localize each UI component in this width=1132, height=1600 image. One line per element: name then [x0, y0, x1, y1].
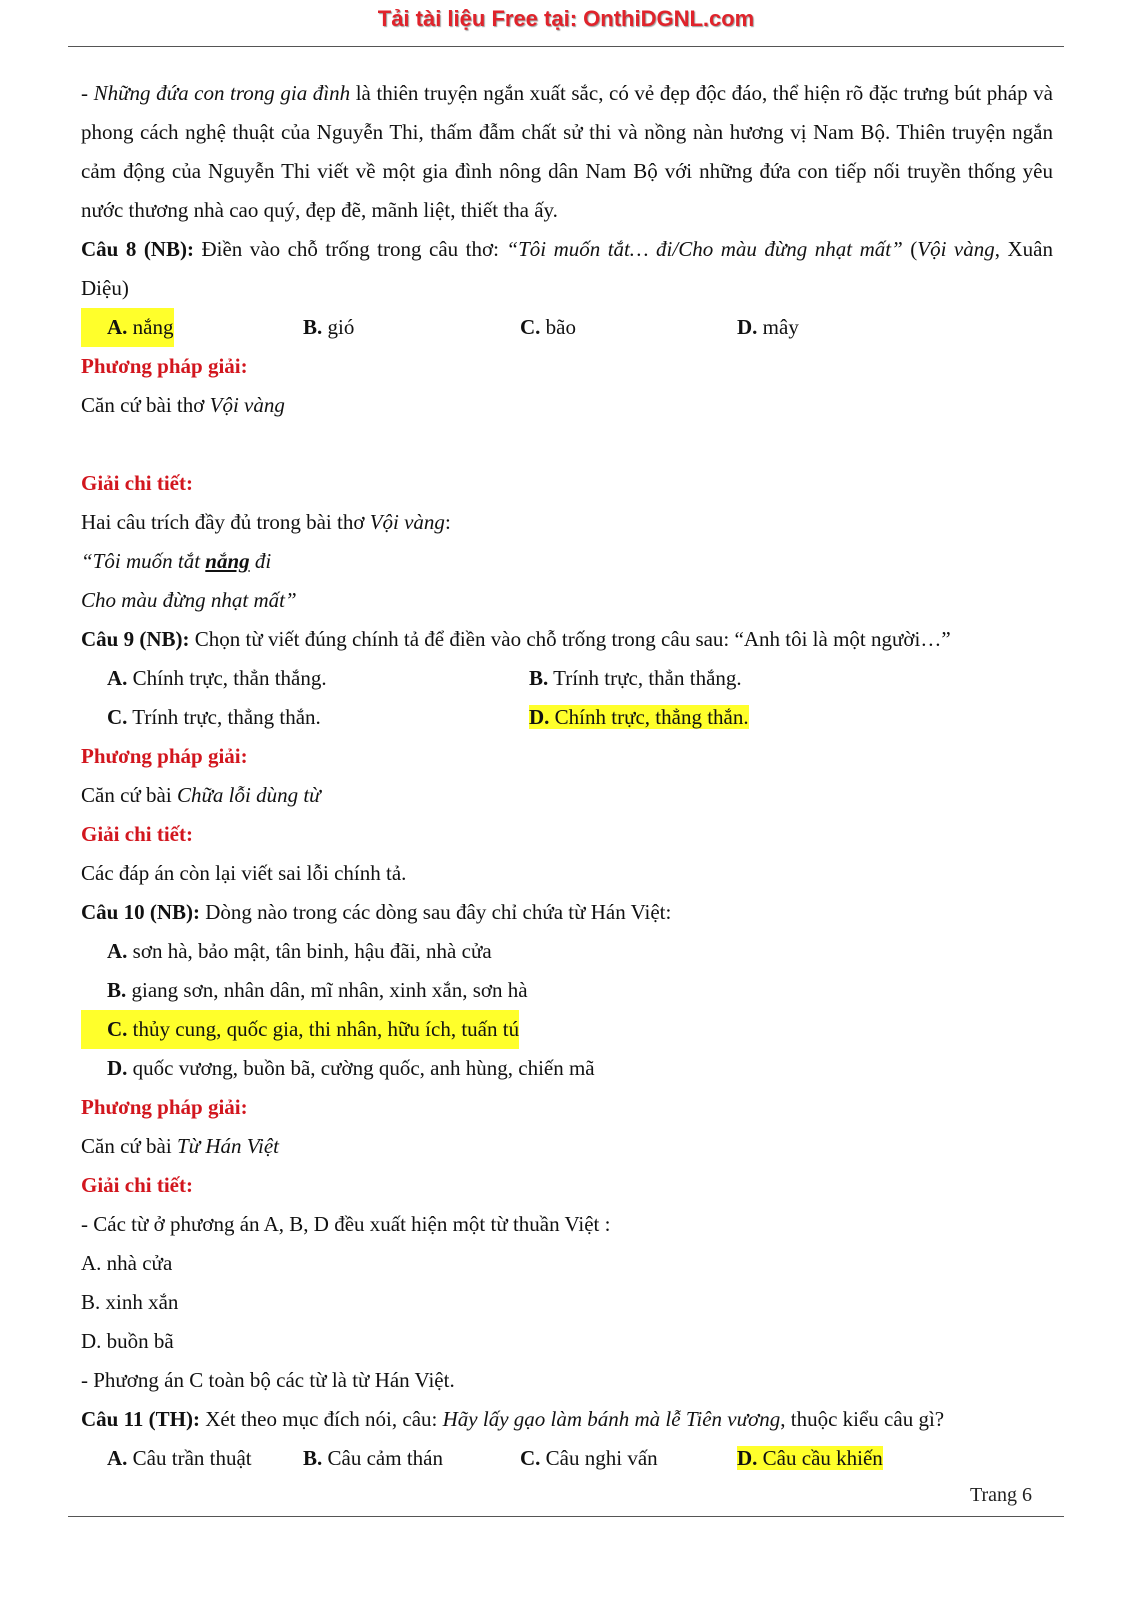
detail-line: A. nhà cửa [81, 1251, 173, 1275]
poem-line-1: “Tôi muốn tắt nắng đi [81, 549, 272, 573]
method-heading: Phương pháp giải: [81, 1095, 248, 1119]
question-8-options [81, 308, 1053, 347]
detail-heading: Giải chi tiết: [81, 1173, 193, 1197]
detail-line: D. buồn bã [81, 1329, 174, 1353]
option-c: C. thủy cung, quốc gia, thi nhân, hữu ích, tuấn tú [81, 1010, 1053, 1049]
question-8: Câu 8 (NB): Điền vào chỗ trống trong câu thơ: “Tôi muốn tắt… đi/Cho màu đừng nhạt mất” (Vội vàng, Xuân Diệu) [81, 237, 1053, 300]
detail-text: Các đáp án còn lại viết sai lỗi chính tả. [81, 861, 407, 885]
question-11: Câu 11 (TH): Xét theo mục đích nói, câu: Hãy lấy gạo làm bánh mà lễ Tiên vương, thuộc kiểu câu gì? [81, 1407, 945, 1431]
header-rule [68, 46, 1064, 47]
question-label: Câu 8 (NB): [81, 237, 194, 261]
question-9-options-row-1 [81, 659, 1053, 698]
question-label: Câu 11 (TH): [81, 1407, 201, 1431]
detail-heading: Giải chi tiết: [81, 822, 193, 846]
detail-line: B. xinh xắn [81, 1290, 179, 1314]
poem-line-2: Cho màu đừng nhạt mất” [81, 588, 297, 612]
option-b: B. Câu cảm thán [303, 1446, 443, 1470]
option-a: A. sơn hà, bảo mật, tân binh, hậu đãi, nhà cửa [107, 939, 492, 963]
detail-heading: Giải chi tiết: [81, 471, 193, 495]
question-9: Câu 9 (NB): Chọn từ viết đúng chính tả để điền vào chỗ trống trong câu sau: “Anh tôi là một người…” [81, 627, 951, 651]
option-d: D. Chính trực, thẳng thắn. [529, 705, 749, 729]
question-label: Câu 10 (NB): [81, 900, 200, 924]
page-number: Trang 6 [969, 1484, 1032, 1506]
question-10: Câu 10 (NB): Dòng nào trong các dòng sau đây chỉ chứa từ Hán Việt: [81, 900, 672, 924]
method-text: Căn cứ bài thơ Vội vàng [81, 393, 285, 417]
option-b: B. giang sơn, nhân dân, mĩ nhân, xinh xắn, sơn hà [107, 978, 528, 1002]
method-heading: Phương pháp giải: [81, 744, 248, 768]
option-b: B. gió [303, 315, 355, 339]
option-a: A. Câu trần thuật [107, 1446, 252, 1470]
option-d: D. Câu cầu khiến [737, 1446, 883, 1470]
detail-text: Hai câu trích đầy đủ trong bài thơ Vội vàng: [81, 510, 451, 534]
option-d: D. quốc vương, buồn bã, cường quốc, anh hùng, chiến mã [107, 1056, 595, 1080]
method-text: Căn cứ bài Từ Hán Việt [81, 1134, 279, 1158]
method-heading: Phương pháp giải: [81, 354, 248, 378]
option-a: A. nắng [81, 308, 303, 347]
option-a: A. Chính trực, thẳn thắng. [107, 666, 327, 690]
footer-rule [68, 1516, 1064, 1517]
question-label: Câu 9 (NB): [81, 627, 190, 651]
method-text: Căn cứ bài Chữa lỗi dùng từ [81, 783, 321, 807]
question-9-options-row-2 [81, 698, 1053, 737]
question-11-options [81, 1439, 1053, 1478]
document-body [81, 74, 1053, 1478]
option-b: B. Trính trực, thẳn thắng. [529, 666, 742, 690]
option-c: C. Trính trực, thẳng thắn. [107, 705, 321, 729]
option-c: C. bão [520, 315, 576, 339]
option-c: C. Câu nghi vấn [520, 1446, 658, 1470]
site-header: Tải tài liệu Free tại: OnthiDGNL.com [377, 6, 755, 31]
detail-line: - Các từ ở phương án A, B, D đều xuất hiện một từ thuần Việt : [81, 1212, 611, 1236]
intro-paragraph: - Những đứa con trong gia đình là thiên truyện ngắn xuất sắc, có vẻ đẹp độc đáo, thể hiện rõ đặc trưng bút pháp và phong cách nghệ thuật của Nguyễn Thi, thấm đẫm chất sử thi và nồng nàn hương vị Nam Bộ. Thiên truyện ngắn cảm động của Nguyễn Thi viết về một gia đình nông dân Nam Bộ với những đứa con tiếp nối truyền thống yêu nước thương nhà cao quý, đẹp đẽ, mãnh liệt, thiết tha ấy. [81, 81, 1053, 222]
detail-line: - Phương án C toàn bộ các từ là từ Hán Việt. [81, 1368, 455, 1392]
work-title: Những đứa con trong gia đình [93, 81, 351, 105]
option-d: D. mây [737, 315, 799, 339]
